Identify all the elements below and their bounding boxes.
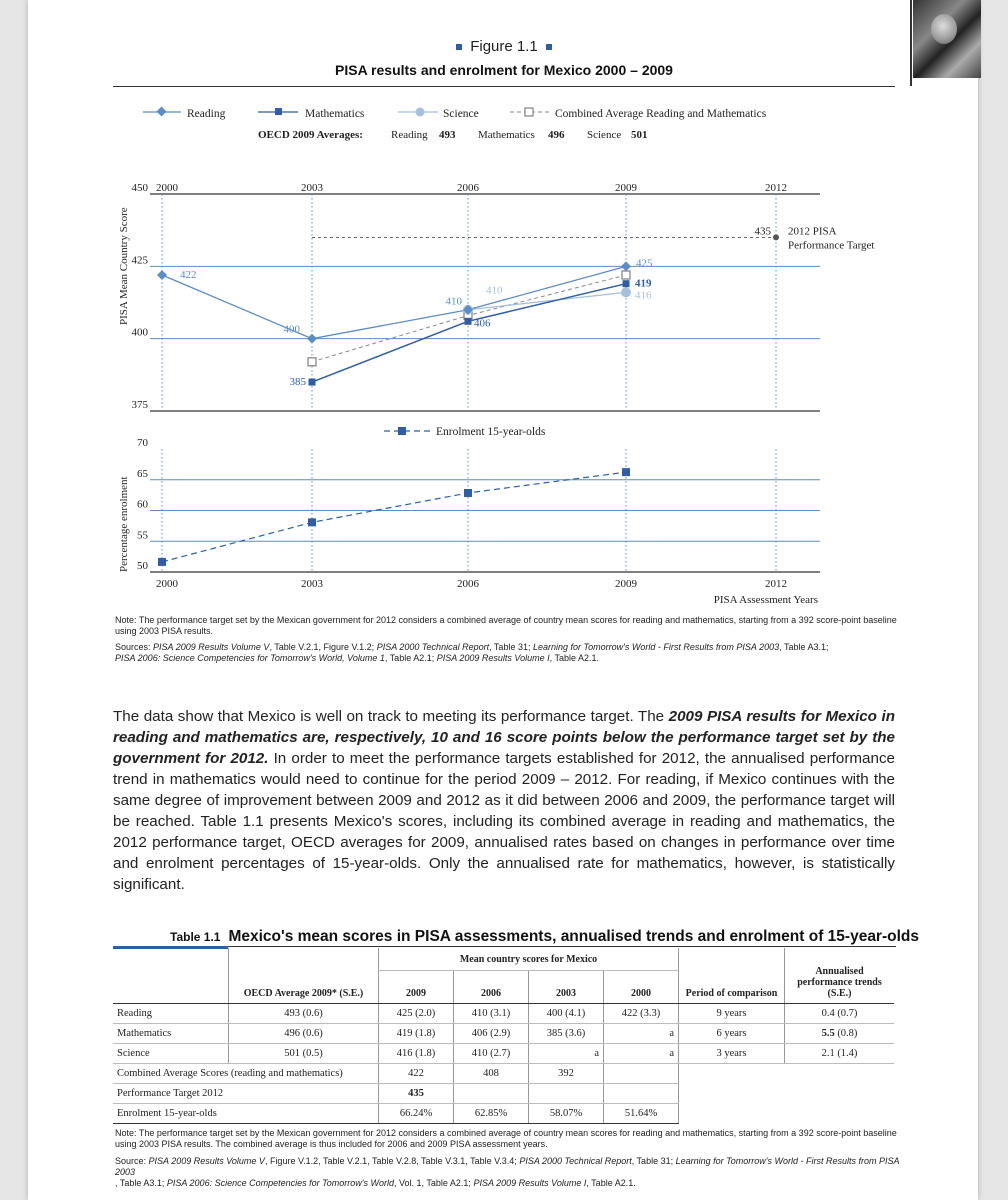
cell-2009: 425 (2.0) bbox=[379, 1004, 454, 1024]
target-marker bbox=[773, 234, 779, 240]
header-2000: 2000 bbox=[604, 971, 679, 1004]
header-trend: Annualised performance trends (S.E.) bbox=[785, 948, 895, 1004]
cell-2009: 422 bbox=[379, 1064, 454, 1084]
legend-enrolment-marker bbox=[398, 427, 406, 435]
cell-2003: 58.07% bbox=[529, 1104, 604, 1124]
reading-data-label: 400 bbox=[283, 323, 300, 336]
legend-science-marker bbox=[416, 108, 425, 117]
x-axis-label: PISA Assessment Years bbox=[713, 594, 818, 606]
target-value-label: 435 bbox=[754, 225, 771, 238]
cell-2006: 406 (2.9) bbox=[454, 1024, 529, 1044]
enrolment-point bbox=[464, 489, 472, 497]
reading-point bbox=[307, 334, 317, 344]
enrolment-point bbox=[622, 468, 630, 476]
cell-2003: 392 bbox=[529, 1064, 604, 1084]
row-label: Mathematics bbox=[113, 1024, 229, 1044]
cell-period: 9 years bbox=[679, 1004, 785, 1024]
table-row-combined bbox=[113, 1064, 894, 1084]
chart-legend bbox=[143, 107, 767, 141]
table-source: Source: PISA 2009 Results Volume V, Figure V.1.2, Table V.2.1, Table V.2.8, Table V.3.1, Table V.3.4; PISA 2000 Technical Report, Table 31; Learning for Tomorrow's World - First Results from PISA 2003 , Table A3.1; PISA 2006: Science Competencies for Tomorrow's World, Vol. 1, Table A2.1; PISA 2009 Results Volume I, Table A2.1. bbox=[115, 1156, 900, 1188]
row-label: Reading bbox=[113, 1004, 229, 1024]
header-group-mean-scores: Mean country scores for Mexico bbox=[379, 948, 679, 971]
science-point bbox=[621, 287, 631, 297]
oecd-math-label: Mathematics bbox=[478, 129, 535, 141]
table-title-rule bbox=[228, 946, 896, 947]
table-row-enrolment bbox=[113, 1104, 894, 1124]
enrolment-point bbox=[308, 518, 316, 526]
cell-2006: 62.85% bbox=[454, 1104, 529, 1124]
cell-2000: 422 (3.3) bbox=[604, 1004, 679, 1024]
chart-note: Note: The performance target set by the Mexican government for 2012 considers a combined average of country mean scores for reading and mathematics, starting from a 392 score-point baseline using 2003 PISA results. bbox=[115, 615, 897, 636]
oecd-averages-label: OECD 2009 Averages: bbox=[258, 129, 363, 141]
reading-data-label: 422 bbox=[180, 269, 197, 282]
oecd-math-value: 496 bbox=[548, 129, 565, 141]
table-title-text: Mexico's mean scores in PISA assessments, annualised trends and enrolment of 15-year-olds bbox=[228, 928, 919, 945]
x-tick-label: 2000 bbox=[156, 578, 178, 590]
legend-science-label: Science bbox=[443, 108, 479, 120]
body-paragraph: The data show that Mexico is well on track to meeting its performance target. The 2009 PISA results for Mexico in reading and mathematics are, respectively, 10 and 16 score points below the performance target set by the government for 2012. In order to meet the performance targets established for 2012, the annualised performance trend in mathematics would need to continue for the period 2009 – 2012. For reading, if Mexico continues with the same degree of improvement between 2009 and 2012 as it did between 2006 and 2009, the performance target will be reached. Table 1.1 presents Mexico's scores, including its combined average in reading and mathematics, the 2012 performance target, OECD averages for 2009, annualised rates based on changes in performance over time and enrolment percentages of 15-year-olds. Only the annualised rate for mathematics, however, is statistically significant. bbox=[113, 708, 895, 893]
cell-2009: 419 (1.8) bbox=[379, 1024, 454, 1044]
x-tick-label-top: 2000 bbox=[156, 182, 178, 194]
series-line bbox=[162, 266, 626, 338]
y-tick-label: 70 bbox=[137, 437, 148, 449]
header-2006: 2006 bbox=[454, 971, 529, 1004]
legend-reading-label: Reading bbox=[187, 108, 226, 120]
y-tick-label: 65 bbox=[137, 467, 148, 480]
cell-2006: 410 (2.7) bbox=[454, 1044, 529, 1064]
reading-point bbox=[621, 261, 631, 271]
row-label: Enrolment 15-year-olds bbox=[113, 1104, 379, 1124]
x-tick-label: 2012 bbox=[765, 578, 787, 590]
figure-label-text: Figure 1.1 bbox=[470, 38, 538, 55]
legend-math-label: Mathematics bbox=[305, 108, 365, 120]
enrolment-legend bbox=[384, 426, 546, 438]
reading-data-label: 425 bbox=[636, 257, 653, 270]
legend-reading-marker bbox=[157, 107, 167, 117]
legend-combined-marker bbox=[525, 108, 533, 116]
x-tick-label: 2009 bbox=[615, 578, 637, 590]
cell-period: 3 years bbox=[679, 1044, 785, 1064]
cell-trend: 2.1 (1.4) bbox=[785, 1044, 895, 1064]
oecd-science-value: 501 bbox=[631, 129, 648, 141]
math-point bbox=[623, 280, 630, 287]
table-label: Table 1.1 bbox=[170, 930, 221, 944]
science-data-label: 416 bbox=[635, 289, 652, 302]
math-data-label: 419 bbox=[635, 277, 652, 290]
y-tick-label: 450 bbox=[131, 182, 148, 194]
legend-combined-label: Combined Average Reading and Mathematics bbox=[555, 108, 767, 120]
enrolment-point bbox=[158, 558, 166, 566]
header-period: Period of comparison bbox=[679, 948, 785, 1004]
scores-plot bbox=[132, 182, 875, 411]
chart-sources: Sources: PISA 2009 Results Volume V, Table V.2.1, Figure V.1.2; PISA 2000 Technical Report, Table 31; Learning for Tomorrow's World - First Results from PISA 2003, Table A3.1; PISA 2006: Science Competencies for Tomorrow's World, Volume 1, Table A2.1; PISA 2009 Results Volume I, Table A2.1. bbox=[115, 642, 829, 663]
math-point bbox=[309, 379, 316, 386]
series-line bbox=[312, 284, 626, 382]
row-label: Combined Average Scores (reading and mathematics) bbox=[113, 1064, 379, 1084]
header-oecd: OECD Average 2009* (S.E.) bbox=[229, 948, 379, 1004]
legend-math-marker bbox=[275, 108, 282, 115]
header-2003: 2003 bbox=[529, 971, 604, 1004]
row-label: Performance Target 2012 bbox=[113, 1084, 379, 1104]
oecd-reading-value: 493 bbox=[439, 129, 456, 141]
cell-2003: 400 (4.1) bbox=[529, 1004, 604, 1024]
cell-2009: 416 (1.8) bbox=[379, 1044, 454, 1064]
cell-2006: 410 (3.1) bbox=[454, 1004, 529, 1024]
figure-title: PISA results and enrolment for Mexico 2000 – 2009 bbox=[335, 62, 673, 78]
combined-point bbox=[308, 358, 316, 366]
enrolment-line bbox=[162, 472, 626, 562]
cell-period: 6 years bbox=[679, 1024, 785, 1044]
cell-2000: a bbox=[604, 1044, 679, 1064]
table-row bbox=[113, 1044, 894, 1064]
y-tick-label: 400 bbox=[131, 326, 148, 339]
y-tick-label: 50 bbox=[137, 560, 148, 572]
enrolment-plot bbox=[137, 437, 820, 590]
cell-2003: a bbox=[529, 1044, 604, 1064]
table-row bbox=[113, 1024, 894, 1044]
cell-2009: 435 bbox=[379, 1084, 454, 1104]
cell-2000: a bbox=[604, 1024, 679, 1044]
table-note: Note: The performance target set by the Mexican government for 2012 considers a combined average of country mean scores for reading and mathematics, starting from a 392 score-point baseline using 2003 PISA results. The combined average is thus included for 2006 and 2009 PISA assessment years. bbox=[115, 1128, 897, 1149]
x-tick-label-top: 2009 bbox=[615, 182, 637, 194]
cell-2003: 385 (3.6) bbox=[529, 1024, 604, 1044]
combined-point bbox=[622, 271, 630, 279]
cell-trend: 5.5 (0.8) bbox=[785, 1024, 895, 1044]
y-tick-label: 375 bbox=[131, 399, 148, 411]
target-text-label: Performance Target bbox=[788, 239, 875, 252]
math-data-label: 406 bbox=[474, 317, 491, 330]
enrolment-y-axis-label: Percentage enrolment bbox=[118, 476, 130, 572]
cell-oecd: 493 (0.6) bbox=[229, 1004, 379, 1024]
target-text-label: 2012 PISA bbox=[788, 225, 837, 238]
reading-data-label: 410 bbox=[445, 295, 462, 308]
scores-table bbox=[113, 948, 894, 1124]
cell-2006: 408 bbox=[454, 1064, 529, 1084]
y-tick-label: 55 bbox=[137, 529, 148, 542]
x-tick-label-top: 2003 bbox=[301, 182, 323, 194]
cell-2000: 51.64% bbox=[604, 1104, 679, 1124]
reading-point bbox=[157, 270, 167, 280]
cell-trend: 0.4 (0.7) bbox=[785, 1004, 895, 1024]
table-title bbox=[170, 928, 919, 946]
math-data-label: 385 bbox=[289, 376, 306, 389]
cell-oecd: 501 (0.5) bbox=[229, 1044, 379, 1064]
y-tick-label: 425 bbox=[131, 254, 148, 267]
scores-y-axis-label: PISA Mean Country Score bbox=[118, 207, 130, 325]
math-point bbox=[465, 318, 472, 325]
oecd-reading-label: Reading bbox=[391, 129, 428, 141]
oecd-science-label: Science bbox=[587, 129, 622, 141]
x-tick-label-top: 2006 bbox=[457, 182, 479, 194]
table-row-target bbox=[113, 1084, 894, 1104]
legend-enrolment-label: Enrolment 15-year-olds bbox=[436, 426, 546, 438]
table-row bbox=[113, 1004, 894, 1024]
row-label: Science bbox=[113, 1044, 229, 1064]
x-tick-label-top: 2012 bbox=[765, 182, 787, 194]
header-2009: 2009 bbox=[379, 971, 454, 1004]
cell-2009: 66.24% bbox=[379, 1104, 454, 1124]
x-tick-label: 2003 bbox=[301, 578, 323, 590]
y-tick-label: 60 bbox=[137, 498, 148, 511]
cell-oecd: 496 (0.6) bbox=[229, 1024, 379, 1044]
science-data-label: 410 bbox=[486, 284, 503, 297]
x-tick-label: 2006 bbox=[457, 578, 479, 590]
